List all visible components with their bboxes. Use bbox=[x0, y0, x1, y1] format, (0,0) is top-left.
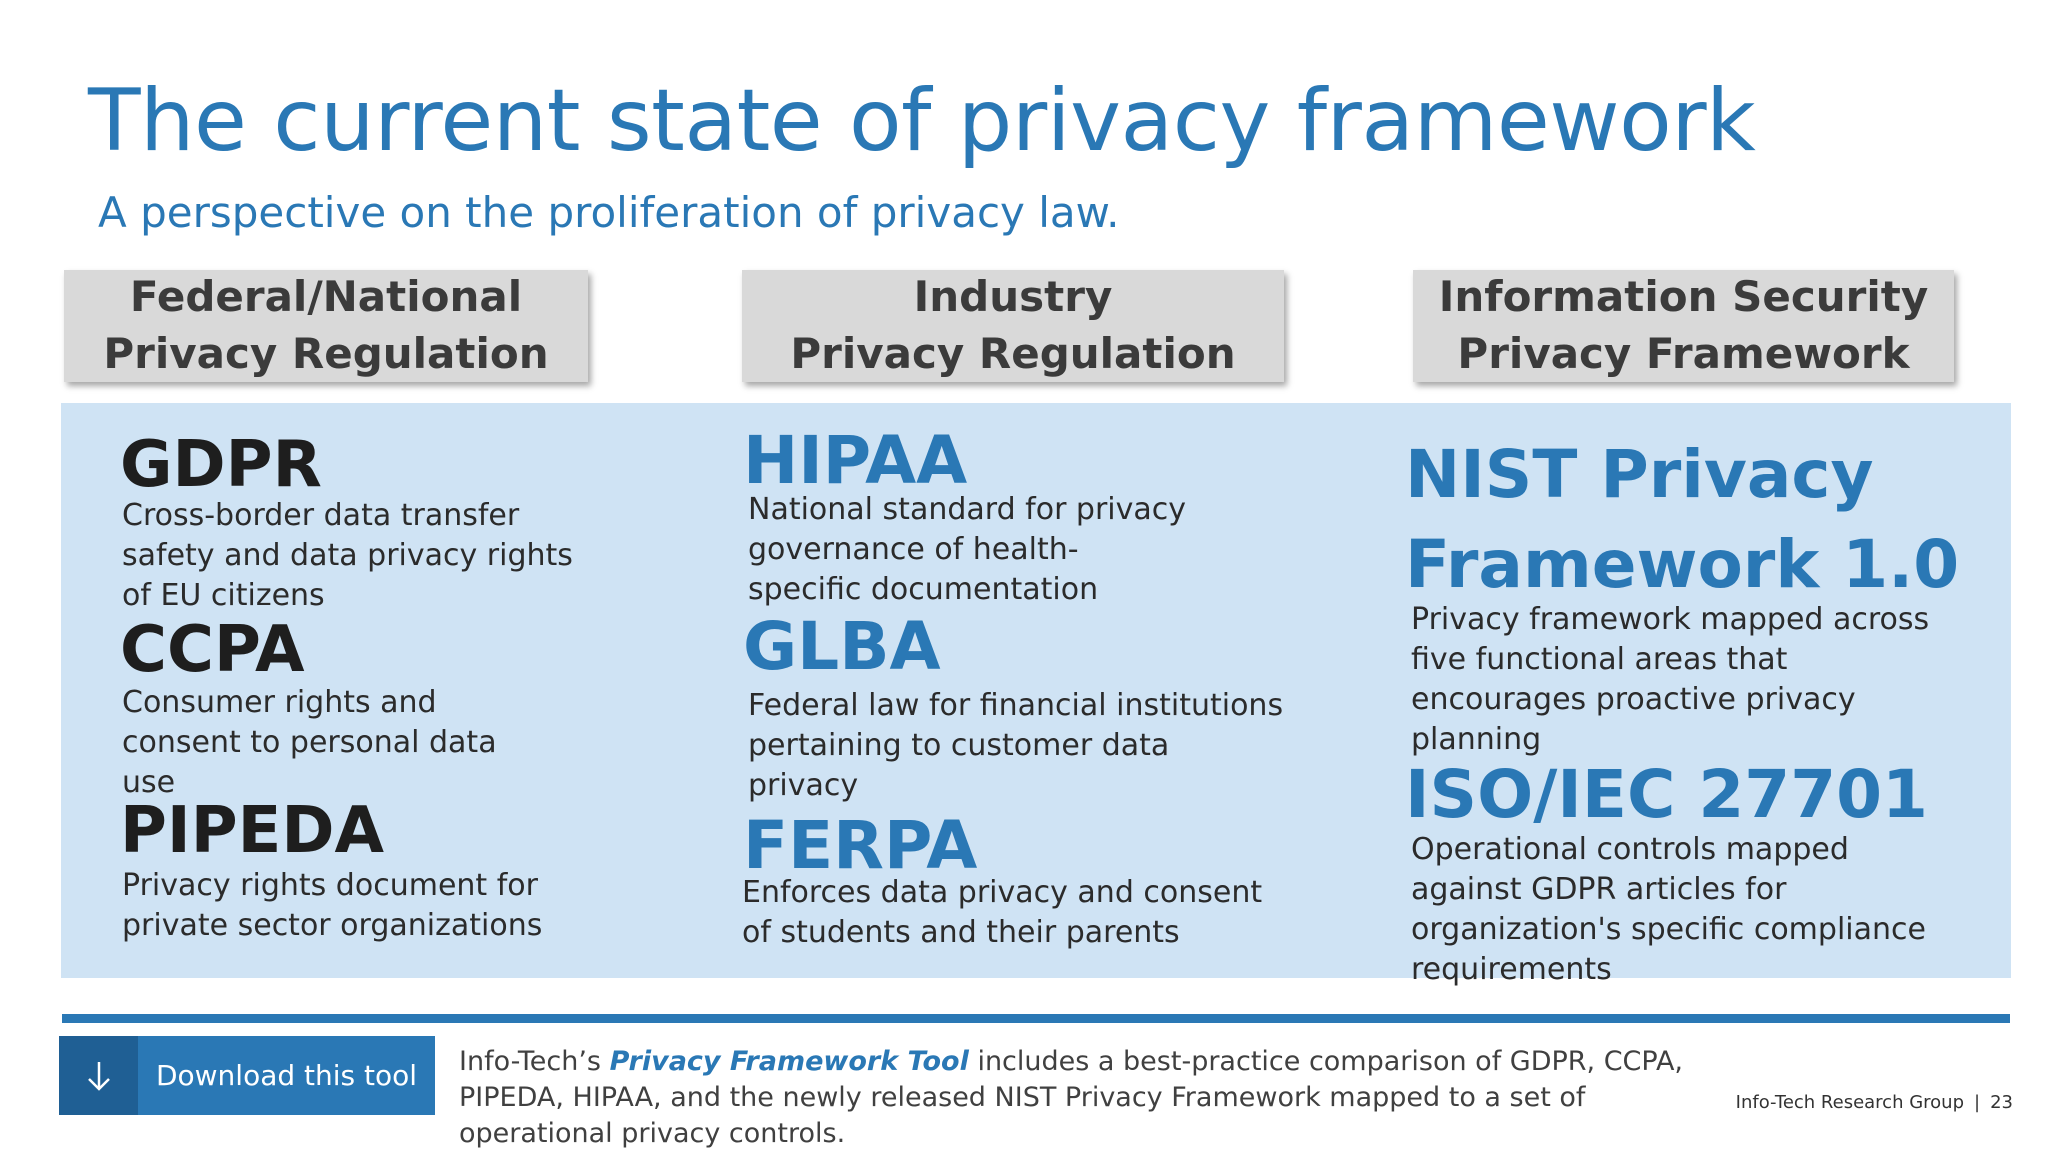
download-button-label: Download this tool bbox=[155, 1059, 418, 1092]
page-title: The current state of privacy framework bbox=[88, 71, 1756, 171]
footer-description bbox=[459, 1044, 1719, 1152]
column-header-industry bbox=[742, 270, 1284, 382]
footer-suffix: includes a best-practice comparison of GDPR, CCPA, PIPEDA, HIPAA, and the newly released NIST Privacy Framework mapped to a set of operational privacy controls. bbox=[459, 1046, 1684, 1149]
footer-divider bbox=[62, 1014, 2010, 1023]
regulation-title-glba: GLBA bbox=[743, 608, 941, 685]
regulation-desc-ccpa: Consumer rights and consent to personal data use bbox=[122, 685, 497, 800]
regulation-title-gdpr: GDPR bbox=[120, 428, 322, 502]
regulation-desc-gdpr: Cross-border data transfer safety and data privacy rights of EU citizens bbox=[122, 498, 573, 613]
arrow-down-icon-svg bbox=[84, 1059, 114, 1093]
brand-separator: | bbox=[1974, 1092, 1981, 1113]
regulation-desc-ferpa: Enforces data privacy and consent of students and their parents bbox=[742, 875, 1263, 950]
tool-name-link[interactable]: Privacy Framework Tool bbox=[609, 1046, 969, 1077]
page-number: 23 bbox=[1990, 1092, 2013, 1113]
framework-desc-nist: Privacy framework mapped across five functional areas that encourages proactive privacy planning bbox=[1411, 602, 1930, 757]
footer-brand bbox=[1736, 1092, 2013, 1113]
framework-title-line: NIST Privacy bbox=[1405, 436, 1874, 513]
regulation-title-hipaa: HIPAA bbox=[743, 422, 968, 499]
column-header-infosec bbox=[1413, 270, 1954, 382]
column-header-federal bbox=[64, 270, 588, 382]
download-tool-button[interactable] bbox=[59, 1036, 435, 1115]
column-header-line: Privacy Regulation bbox=[790, 329, 1236, 378]
framework-title-nist bbox=[1405, 430, 1959, 610]
footer-prefix: Info-Tech’s bbox=[459, 1046, 610, 1077]
regulation-title-ferpa: FERPA bbox=[743, 807, 978, 884]
page-subtitle: A perspective on the proliferation of privacy law. bbox=[98, 188, 1120, 237]
regulation-desc-glba: Federal law for financial institutions pertaining to customer data privacy bbox=[748, 688, 1284, 803]
regulation-title-ccpa: CCPA bbox=[120, 613, 305, 687]
framework-desc-iso: Operational controls mapped against GDPR articles for organization's specific compliance requirements bbox=[1411, 832, 1926, 987]
regulation-title-pipeda: PIPEDA bbox=[120, 794, 384, 868]
brand-name: Info-Tech Research Group bbox=[1735, 1092, 1965, 1113]
regulation-desc-hipaa: National standard for privacy governance of health-specific documentation bbox=[748, 492, 1187, 607]
column-header-line: Federal/National bbox=[129, 272, 523, 322]
column-header-line: Industry bbox=[913, 272, 1113, 322]
arrow-down-icon bbox=[59, 1036, 138, 1115]
column-header-line: Privacy Framework bbox=[1457, 329, 1910, 378]
regulation-desc-pipeda: Privacy rights document for private sector organizations bbox=[122, 868, 543, 943]
column-header-line: Privacy Regulation bbox=[103, 329, 549, 378]
framework-title-iso: ISO/IEC 27701 bbox=[1405, 756, 1928, 833]
column-header-line: Information Security bbox=[1438, 272, 1929, 322]
framework-title-line: Framework 1.0 bbox=[1405, 526, 1960, 603]
